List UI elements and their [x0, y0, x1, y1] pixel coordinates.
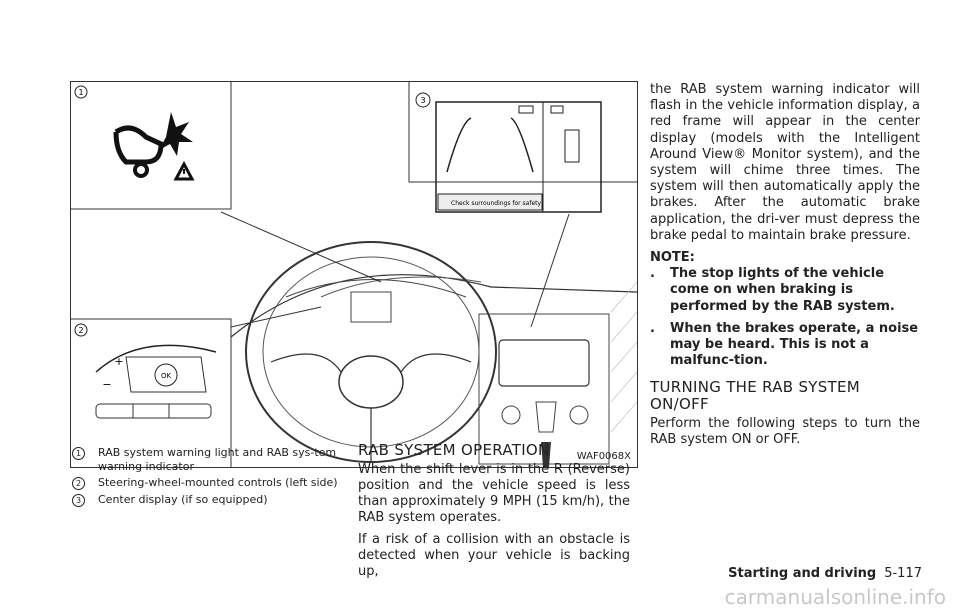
callout-list — [72, 446, 342, 510]
page-footer — [728, 566, 922, 581]
callout-3 — [72, 493, 342, 507]
note-bullet-text-1: The stop lights of the vehicle come on when braking is performed by the RAB system. — [670, 266, 895, 314]
toggle-heading: TURNING THE RAB SYSTEM ON/OFF — [650, 378, 861, 413]
continued-paragraph: the RAB system warning indicator will flash in the vehicle information display, a red frame will appear in the center display (models with the Intelligent Around View® Monitor system), and the system will chime three times. The system will then automatically apply the brakes. After the automatic brake application, the dri-ver must depress the brake pedal to maintain brake pressure. — [650, 82, 920, 243]
note-label: NOTE: — [650, 250, 695, 266]
bullet-mark: . — [650, 266, 655, 282]
dashboard-illustration — [70, 81, 638, 468]
figure-code: WAF0068X — [576, 451, 631, 462]
marker-3: 3 — [420, 96, 426, 105]
svg-text:+: + — [114, 355, 124, 368]
operation-paragraph-2: If a risk of a collision with an obstacle is detected when your vehicle is backing up, — [358, 532, 630, 579]
callout-number-3: 3 — [72, 494, 85, 507]
inset-steering-controls — [71, 319, 231, 467]
callout-2 — [72, 476, 342, 490]
toggle-paragraph: Perform the following steps to turn the RAB system ON or OFF. — [650, 415, 920, 448]
callout-text-2: Steering-wheel-mounted controls (left side) — [98, 476, 338, 489]
note-bullet-1 — [650, 266, 920, 315]
callout-number-1: 1 — [72, 447, 85, 460]
callout-text-3: Center display (if so equipped) — [98, 493, 268, 506]
watermark: carmanualsonline.info — [724, 585, 946, 609]
right-column — [650, 82, 920, 454]
note-bullet-text-2: When the brakes operate, a noise may be heard. This is not a malfunc-tion. — [670, 320, 919, 369]
svg-text:−: − — [102, 378, 112, 391]
callout-1 — [72, 446, 342, 473]
inset-center-display — [409, 82, 637, 212]
svg-text:OK: OK — [160, 372, 172, 380]
note-bullet-2 — [650, 321, 920, 370]
footer-section: Starting and driving — [728, 566, 877, 581]
operation-heading: RAB SYSTEM OPERATION — [358, 441, 550, 459]
dashboard-drawing — [71, 82, 637, 467]
callout-text-1: RAB system warning light and RAB sys-tem warning indicator — [98, 446, 337, 473]
page-number: 5-117 — [884, 566, 922, 581]
inset-warning-light — [71, 82, 231, 209]
display-banner: Check surroundings for safety — [451, 200, 542, 207]
operation-paragraph-1: When the shift lever is in the R (Reverse) position and the vehicle speed is less than approximately 9 MPH (15 km/h), the RAB system operates. — [358, 462, 630, 525]
callout-number-2: 2 — [72, 477, 85, 490]
marker-1: 1 — [78, 88, 84, 97]
marker-2: 2 — [78, 326, 84, 335]
operation-section — [358, 442, 630, 586]
bullet-mark: . — [650, 320, 655, 336]
